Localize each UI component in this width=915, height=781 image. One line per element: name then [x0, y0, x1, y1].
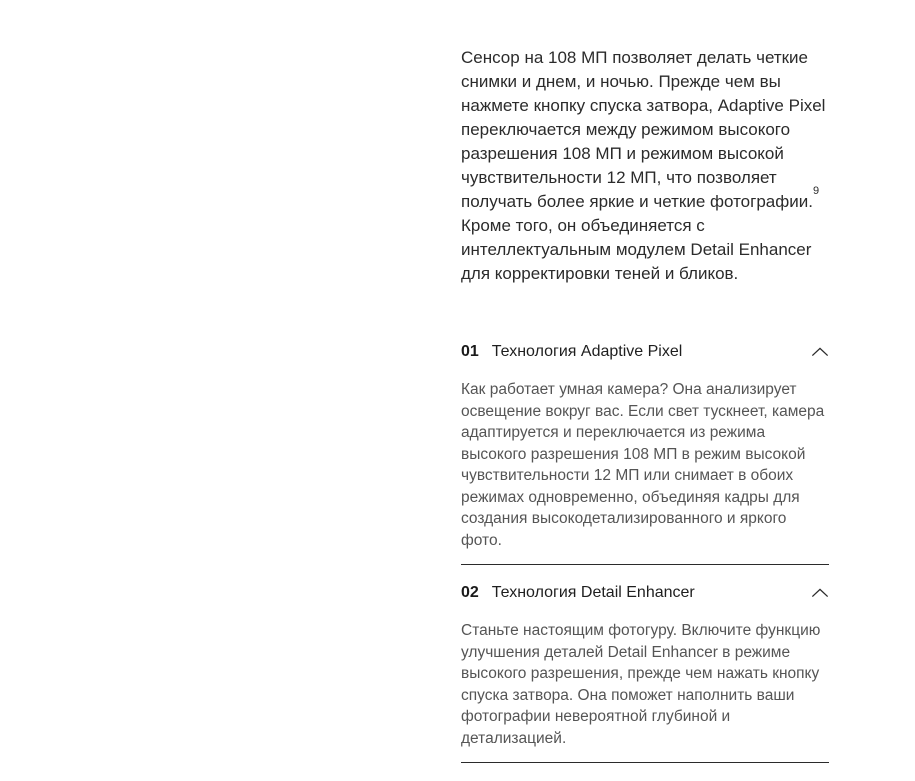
accordion-item-adaptive-pixel — [461, 342, 829, 565]
intro-text: Сенсор на 108 МП позволяет делать четкие снимки и днем, и ночью. Прежде чем вы нажмете кнопку спуска затвора, Adaptive Pixel переключается между режимом высокого разрешения 108 МП и режимом высокой чувствительности 12 МП, что позволяет получать более яркие и четкие фотографии. — [461, 48, 826, 211]
accordion-item-number: 02 — [461, 584, 479, 601]
chevron-up-icon — [803, 588, 829, 598]
feature-content-column — [461, 29, 829, 781]
accordion-item-detail-enhancer — [461, 583, 829, 763]
accordion-item-title: Технология Detail Enhancer — [491, 584, 695, 601]
accordion-body-text: Как работает умная камера? Она анализирует освещение вокруг вас. Если свет тускнеет, камера адаптируется и переключается из режима высокого разрешения 108 МП в режим высокой чувствительности 12 МП или снимает в обоих режимах одновременно, объединяя кадры для создания высокодетализированного и яркого фото. — [461, 381, 825, 549]
intro-paragraph — [461, 46, 829, 286]
accordion-item-title: Технология Adaptive Pixel — [491, 343, 683, 360]
accordion-body-text: Станьте настоящим фотогуру. Включите функцию улучшения деталей Detail Enhancer в режиме высокого разрешения, прежде чем нажать кнопку спуска затвора. Она поможет наполнить ваши фотографии невероятной глубиной и детализацией. — [461, 622, 821, 747]
intro-text-continued: Кроме того, он объединяется с интеллектуальным модулем Detail Enhancer для корректировки теней и бликов. — [461, 216, 812, 283]
accordion-header-detail-enhancer[interactable] — [461, 583, 829, 603]
footnote-reference: 9 — [812, 185, 820, 198]
chevron-up-icon — [803, 347, 829, 357]
accordion-item-number: 01 — [461, 343, 479, 360]
accordion-header-adaptive-pixel[interactable] — [461, 342, 829, 362]
feature-accordion — [461, 342, 829, 763]
